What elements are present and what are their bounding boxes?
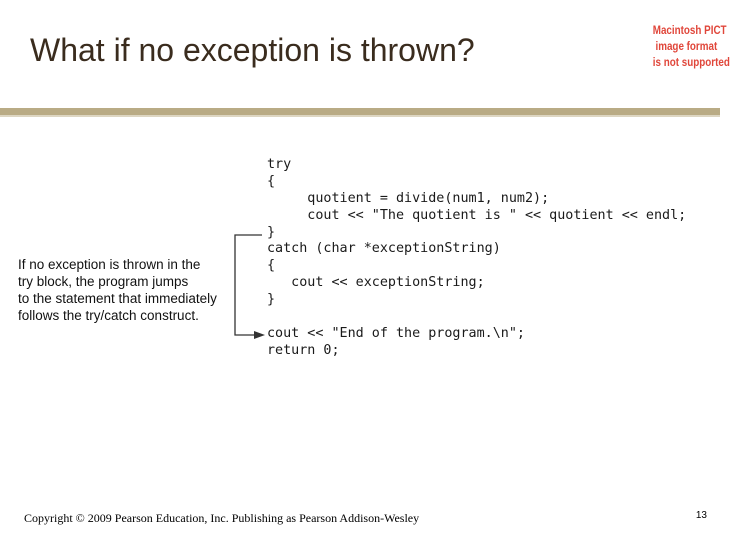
callout-line: If no exception is thrown in the xyxy=(18,257,201,272)
callout-line: to the statement that immediately xyxy=(18,291,217,306)
flow-arrow-line xyxy=(235,235,262,335)
page-number: 13 xyxy=(695,510,707,521)
code-line-open-brace: { xyxy=(267,258,276,274)
callout-line: follows the try/catch construct. xyxy=(18,308,199,323)
code-line-divide-call: quotient = divide(num1, num2); xyxy=(267,190,550,206)
title-divider-shadow xyxy=(0,115,720,117)
slide-title: What if no exception is thrown? xyxy=(30,32,475,68)
footer-copyright: Copyright © 2009 Pearson Education, Inc. Publishing as Pearson Addison-Wesley xyxy=(24,511,420,525)
code-line-return: return 0; xyxy=(267,342,340,358)
callout-text xyxy=(18,256,238,324)
pict-placeholder-line: is not supported xyxy=(652,55,730,69)
code-line-try: try xyxy=(267,157,292,172)
pict-placeholder-line: image format xyxy=(655,39,718,53)
pict-placeholder-image xyxy=(652,22,730,70)
code-line-cout-end: cout << "End of the program.\n"; xyxy=(267,325,525,341)
code-listing xyxy=(267,157,686,360)
pict-placeholder-line: Macintosh PICT xyxy=(652,23,727,37)
code-line-catch: catch (char *exceptionString) xyxy=(267,241,501,257)
code-line-blank xyxy=(267,309,686,326)
code-line-cout-exception: cout << exceptionString; xyxy=(267,275,485,291)
code-line-close-brace: } xyxy=(267,224,276,240)
code-line-cout-quotient: cout << "The quotient is " << quotient << endl; xyxy=(267,207,687,223)
code-line-open-brace: { xyxy=(267,173,276,189)
title-divider-bar xyxy=(0,108,720,115)
code-line-close-brace: } xyxy=(267,292,276,308)
flow-arrow-head xyxy=(254,331,265,339)
callout-line: try block, the program jumps xyxy=(18,274,189,289)
